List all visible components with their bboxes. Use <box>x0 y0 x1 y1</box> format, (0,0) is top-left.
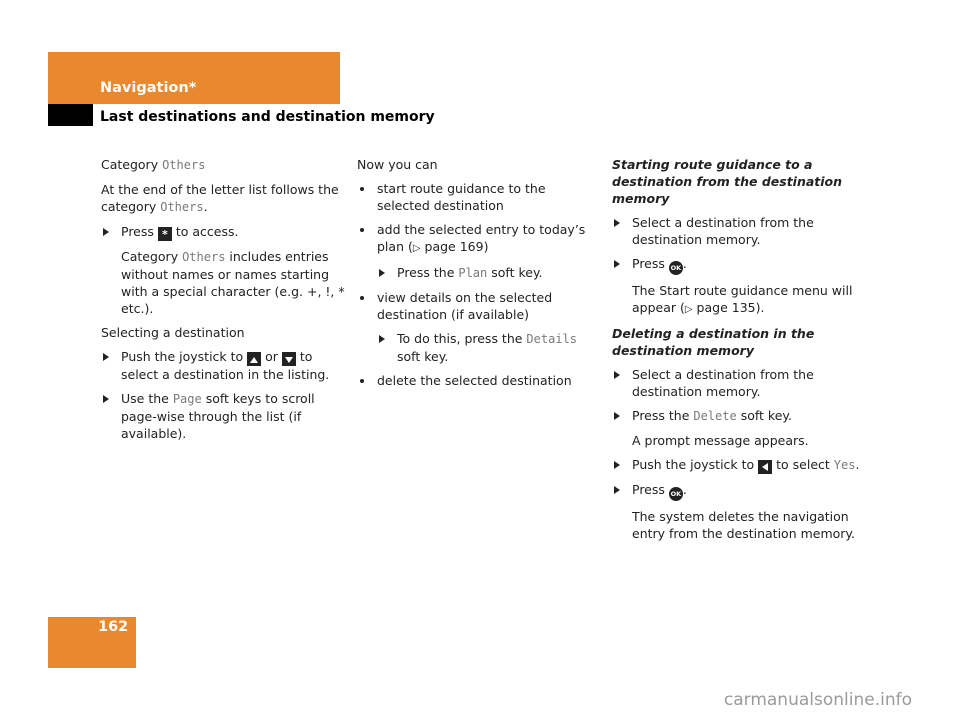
step: Push the joystick to to select Yes. <box>612 456 867 474</box>
step: Press * to access. <box>101 223 346 241</box>
bullet-item: add the selected entry to today’s plan (▷ page 169) <box>357 221 602 257</box>
down-arrow-key-icon <box>282 352 296 366</box>
header-bar <box>48 52 340 104</box>
bullet-item: view details on the selected destination (if available) <box>357 289 602 323</box>
page-reference-icon: ▷ <box>412 243 421 254</box>
step-note: A prompt message appears. <box>632 433 809 448</box>
step: Press OK . <box>612 481 867 501</box>
paragraph: At the end of the letter list follows the category Others. <box>101 182 339 214</box>
step-note: The Start route guidance menu will appear (▷ page 135). <box>632 283 853 315</box>
step: Push the joystick to or to select a destination in the listing. <box>101 348 346 383</box>
star-key-icon: * <box>158 227 172 241</box>
ok-button-icon: OK <box>669 261 683 275</box>
step: Press the Delete soft key. <box>612 407 867 425</box>
step: Select a destination from the destination memory. <box>612 214 867 248</box>
subsection-title: Last destinations and destination memory <box>100 109 435 125</box>
step: Press the Plan soft key. <box>357 264 602 282</box>
step: To do this, press the Details soft key. <box>357 330 602 365</box>
subheader-marker <box>48 104 93 126</box>
step: Press OK . <box>612 255 867 275</box>
column-3 <box>612 156 867 549</box>
up-arrow-key-icon <box>247 352 261 366</box>
step-note: The system deletes the navigation entry from the destination memory. <box>632 509 856 541</box>
bullet-item: start route guidance to the selected destination <box>357 180 602 214</box>
page-reference-icon: ▷ <box>684 304 693 315</box>
heading: Starting route guidance to a destination from the destination memory <box>612 157 843 206</box>
section-title: Navigation* <box>100 80 197 96</box>
ok-button-icon: OK <box>669 487 683 501</box>
paragraph: Now you can <box>357 157 438 172</box>
left-arrow-key-icon <box>758 460 772 474</box>
page-number: 162 <box>98 619 129 635</box>
paragraph: Category Others <box>101 157 206 172</box>
heading: Deleting a destination in the destination memory <box>612 326 815 358</box>
column-2 <box>357 156 602 396</box>
column-1 <box>101 156 346 449</box>
step: Use the Page soft keys to scroll page-wise through the list (if available). <box>101 390 346 442</box>
step: Select a destination from the destination memory. <box>612 366 867 400</box>
paragraph: Selecting a destination <box>101 325 245 340</box>
step-note: Category Others includes entries without names or names starting with a special character (e.g. +, !, * etc.). <box>121 249 345 316</box>
bullet-item: delete the selected destination <box>357 372 602 389</box>
watermark: carmanualsonline.info <box>723 690 912 710</box>
